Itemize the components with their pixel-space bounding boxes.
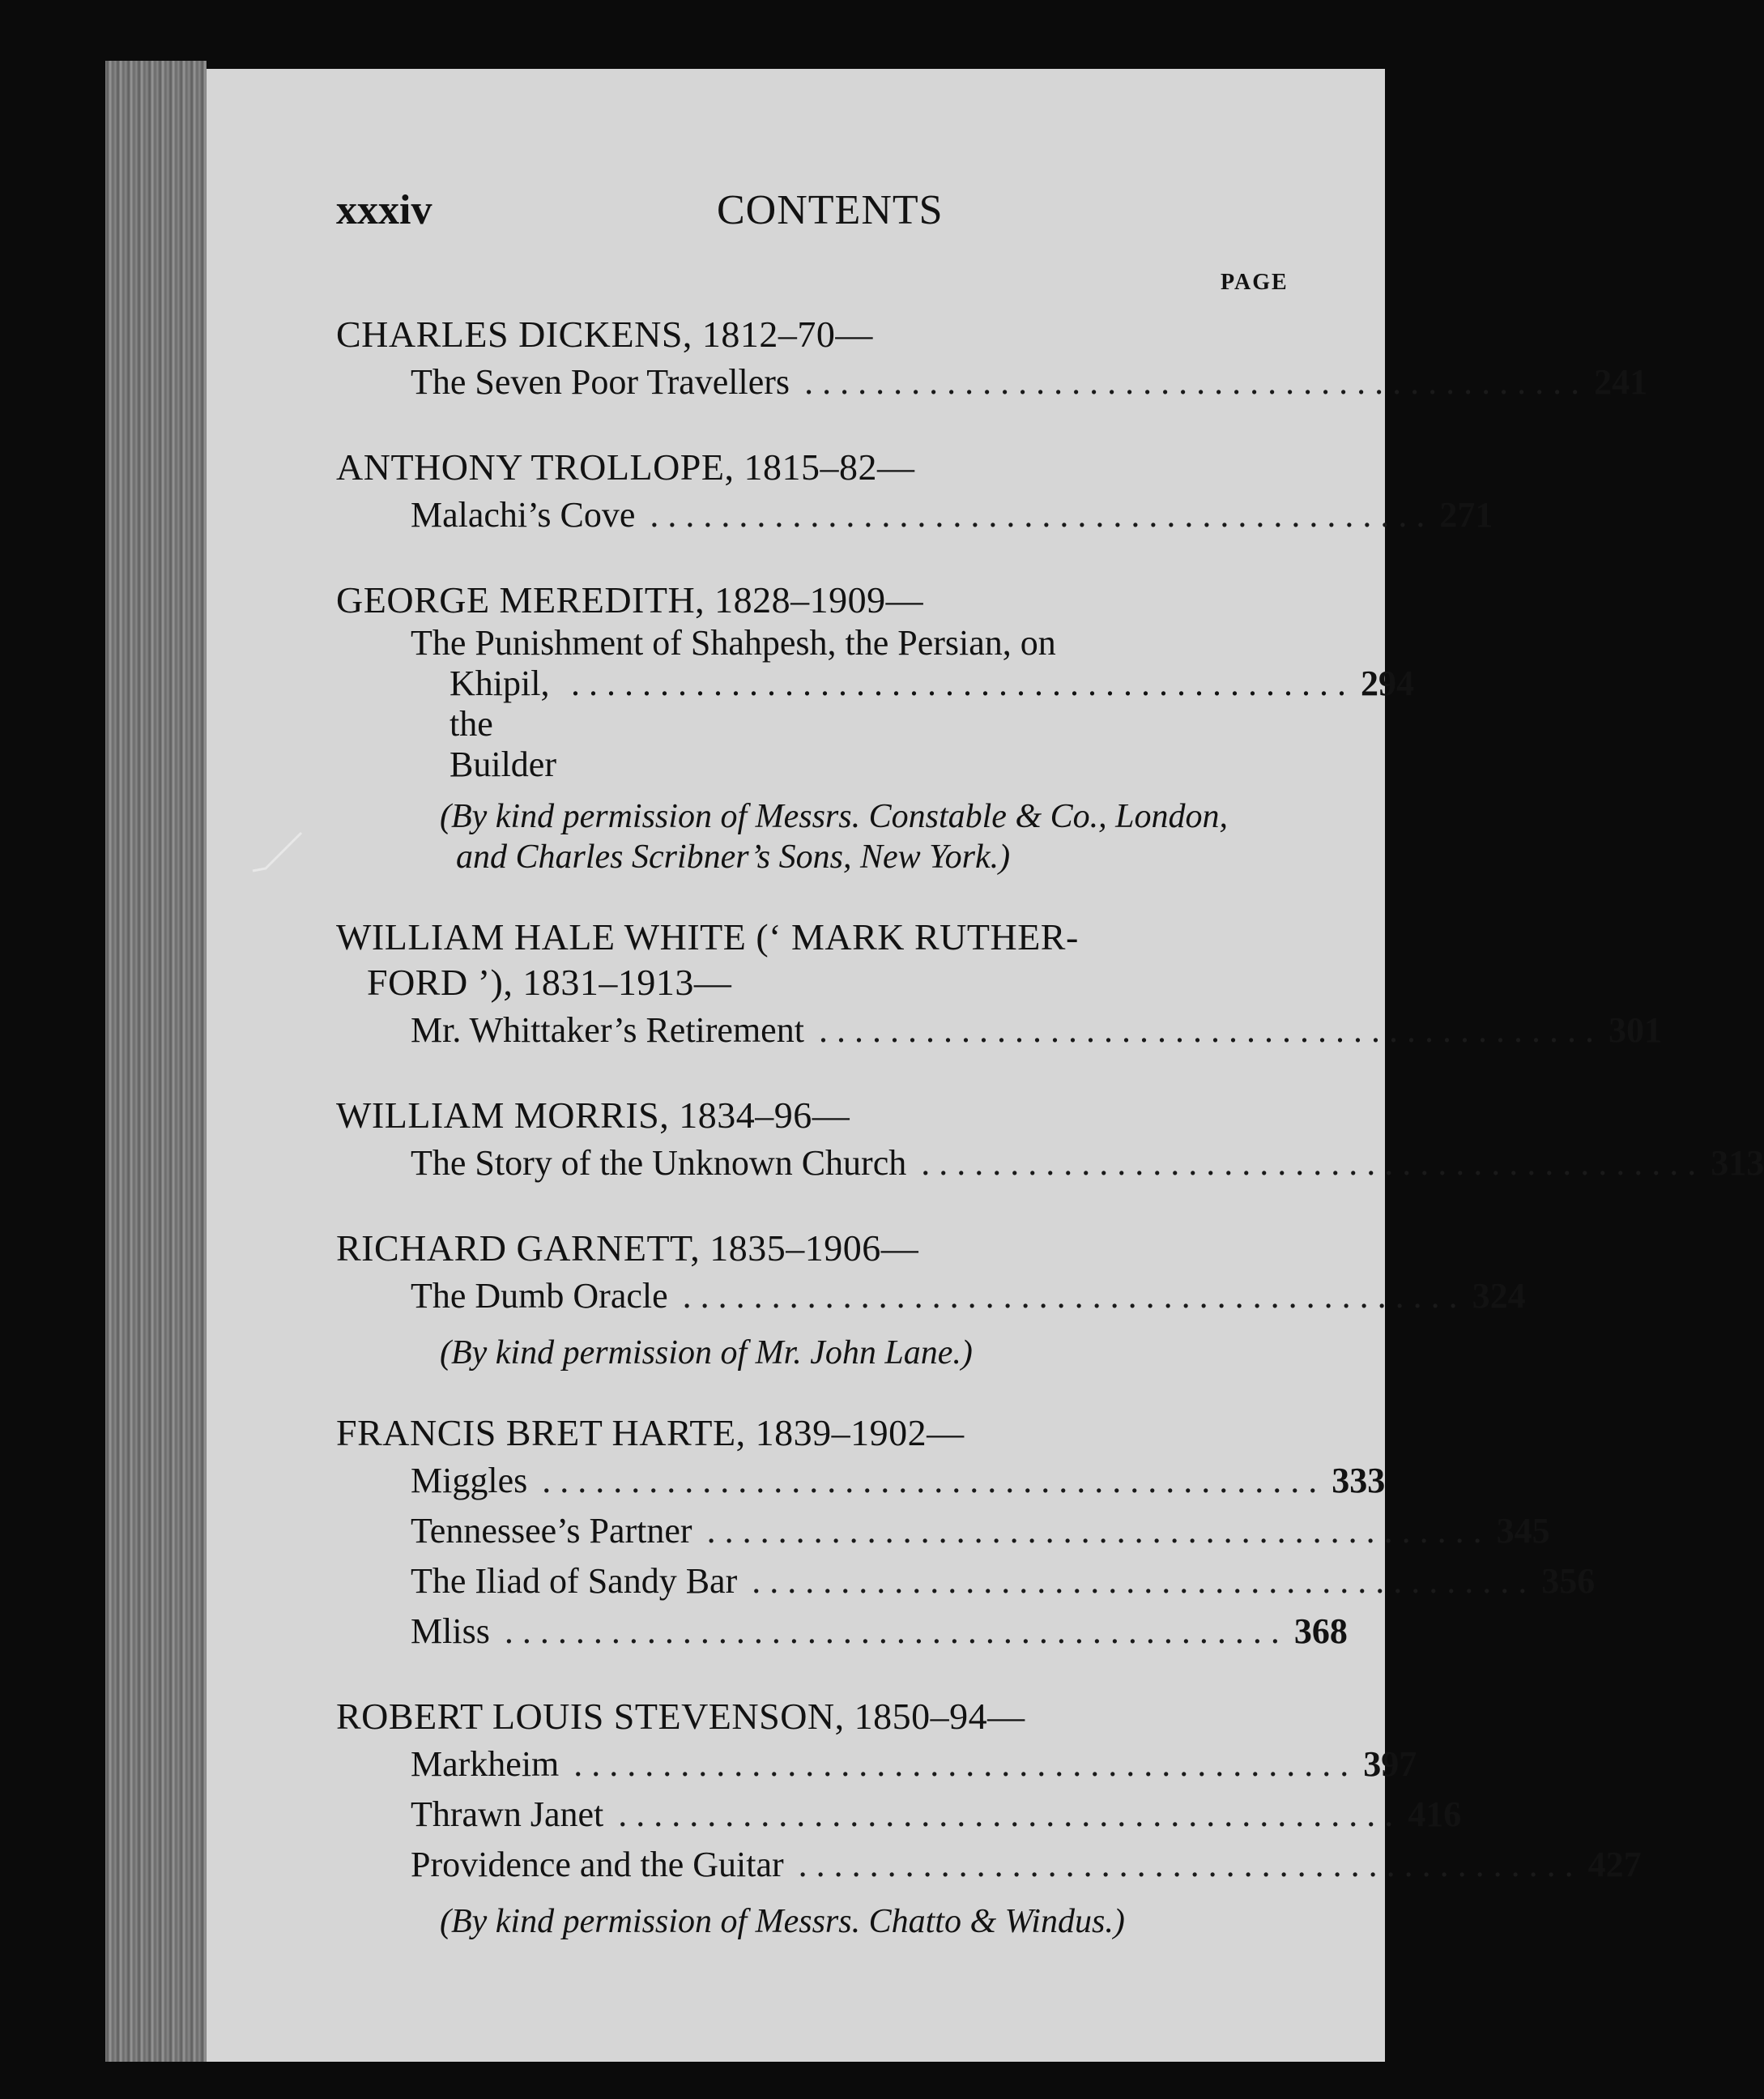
- author-heading: [336, 915, 1328, 1005]
- contents-list: [336, 312, 1764, 1979]
- contents-entry: [336, 1739, 1417, 1790]
- story-title: The Seven Poor Travellers: [411, 362, 790, 402]
- author-heading: ANTHONY TROLLOPE, 1815–82—: [336, 446, 915, 488]
- story-title: Tennessee’s Partner: [411, 1511, 692, 1551]
- story-title: The Iliad of Sandy Bar: [411, 1561, 738, 1601]
- story-title-line: Khipil, the Builder: [450, 663, 556, 784]
- author-section: [336, 915, 1662, 1056]
- contents-entry: [336, 357, 1648, 407]
- dot-leader: . . . . . . . . . . . . . . . . . . . . . . . . . . . . . . . . . . . . . . . . . . . .: [504, 1611, 1280, 1651]
- folio-number: xxxiv: [336, 187, 432, 233]
- author-heading-line: WILLIAM HALE WHITE (‘ MARK RUTHER-: [336, 916, 1079, 958]
- story-title: The Story of the Unknown Church: [411, 1143, 907, 1183]
- author-section: [336, 1226, 1526, 1373]
- dot-leader: . . . . . . . . . . . . . . . . . . . . . . . . . . . . . . . . . . . . . . . . . . . .: [804, 362, 1580, 402]
- page-number: 427: [1587, 1845, 1642, 1884]
- book-spine-edge: [105, 61, 207, 2062]
- author-section: [336, 578, 1414, 877]
- dot-leader: . . . . . . . . . . . . . . . . . . . . . . . . . . . . . . . . . . . . . . . . . . . .: [542, 1461, 1318, 1500]
- author-heading: ROBERT LOUIS STEVENSON, 1850–94—: [336, 1696, 1025, 1737]
- contents-entry: [336, 1005, 1662, 1056]
- book-page: [207, 69, 1764, 2062]
- author-section: [336, 445, 1493, 540]
- page-number: 368: [1293, 1611, 1348, 1651]
- page-number: 271: [1439, 495, 1493, 535]
- permission-note: (By kind permission of Messrs. Chatto & Windus.): [440, 1903, 1125, 1940]
- page-number: 345: [1496, 1511, 1550, 1551]
- contents-entry: [336, 1606, 1348, 1657]
- running-title: CONTENTS: [717, 187, 944, 233]
- author-heading: GEORGE MEREDITH, 1828–1909—: [336, 579, 924, 621]
- page-number: 397: [1363, 1744, 1417, 1784]
- dot-leader: . . . . . . . . . . . . . . . . . . . . . . . . . . . . . . . . . . . . . . . . . . . .: [573, 1744, 1349, 1784]
- dot-leader: . . . . . . . . . . . . . . . . . . . . . . . . . . . . . . . . . . . . . . . . . . . .: [706, 1511, 1482, 1551]
- story-title: Providence and the Guitar: [411, 1845, 784, 1884]
- story-title: Mr. Whittaker’s Retirement: [411, 1010, 804, 1050]
- author-section: [336, 1093, 1764, 1188]
- page-number: 313: [1711, 1143, 1764, 1183]
- margin-tick-mark: [251, 826, 308, 875]
- page-number: 333: [1332, 1461, 1386, 1500]
- author-heading: CHARLES DICKENS, 1812–70—: [336, 314, 873, 355]
- contents-entry: [336, 1840, 1642, 1890]
- running-head: [207, 186, 1385, 251]
- dot-leader: . . . . . . . . . . . . . . . . . . . . . . . . . . . . . . . . . . . . . . . . . . . .: [818, 1010, 1594, 1050]
- permission-note: (By kind permission of Mr. John Lane.): [440, 1334, 973, 1372]
- author-heading: WILLIAM MORRIS, 1834–96—: [336, 1094, 850, 1136]
- page-number: 301: [1608, 1010, 1662, 1050]
- story-title: Mliss: [411, 1611, 490, 1651]
- story-title: Miggles: [411, 1461, 528, 1500]
- page-number: 241: [1594, 362, 1648, 402]
- page-number: 356: [1541, 1561, 1596, 1601]
- dot-leader: . . . . . . . . . . . . . . . . . . . . . . . . . . . . . . . . . . . . . . . . . . . .: [752, 1561, 1528, 1601]
- page-number: 294: [1360, 663, 1414, 703]
- story-title: Markheim: [411, 1744, 560, 1784]
- dot-leader: . . . . . . . . . . . . . . . . . . . . . . . . . . . . . . . . . . . . . . . . . . . .: [650, 495, 1425, 535]
- story-title: The Dumb Oracle: [411, 1276, 668, 1316]
- permission-note: (By kind permission of Messrs. Constable & Co., London, and Charles Scribner’s Sons, New York.): [440, 798, 1228, 876]
- author-section: [336, 1694, 1642, 1942]
- dot-leader: . . . . . . . . . . . . . . . . . . . . . . . . . . . . . . . . . . . . . . . . . . . .: [570, 663, 1346, 703]
- contents-entry: [336, 1456, 1386, 1506]
- contents-entry: [336, 1790, 1462, 1840]
- author-heading-line: FORD ’), 1831–1913—: [367, 962, 732, 1003]
- author-heading: FRANCIS BRET HARTE, 1839–1902—: [336, 1412, 965, 1453]
- contents-entry: [336, 1271, 1526, 1321]
- page-number: 324: [1472, 1276, 1526, 1316]
- author-heading: RICHARD GARNETT, 1835–1906—: [336, 1227, 919, 1269]
- contents-entry: [336, 623, 1414, 785]
- story-title: Thrawn Janet: [411, 1794, 604, 1834]
- dot-leader: . . . . . . . . . . . . . . . . . . . . . . . . . . . . . . . . . . . . . . . . . . . .: [682, 1276, 1458, 1316]
- contents-entry: [336, 1138, 1764, 1188]
- dot-leader: . . . . . . . . . . . . . . . . . . . . . . . . . . . . . . . . . . . . . . . . . . . .: [798, 1845, 1574, 1884]
- contents-entry: [336, 1506, 1550, 1556]
- story-title-continuation: [411, 663, 1414, 785]
- dot-leader: . . . . . . . . . . . . . . . . . . . . . . . . . . . . . . . . . . . . . . . . . . . .: [618, 1794, 1394, 1834]
- author-section: [336, 1410, 1596, 1657]
- story-title: Malachi’s Cove: [411, 495, 636, 535]
- page-column-label: PAGE: [1221, 270, 1289, 295]
- page-number: 416: [1408, 1794, 1462, 1834]
- dot-leader: . . . . . . . . . . . . . . . . . . . . . . . . . . . . . . . . . . . . . . . . . . . .: [921, 1143, 1697, 1183]
- story-title-line: The Punishment of Shahpesh, the Persian, on: [411, 623, 1056, 663]
- contents-entry: [336, 490, 1493, 540]
- author-section: [336, 312, 1648, 407]
- contents-entry: [336, 1556, 1596, 1606]
